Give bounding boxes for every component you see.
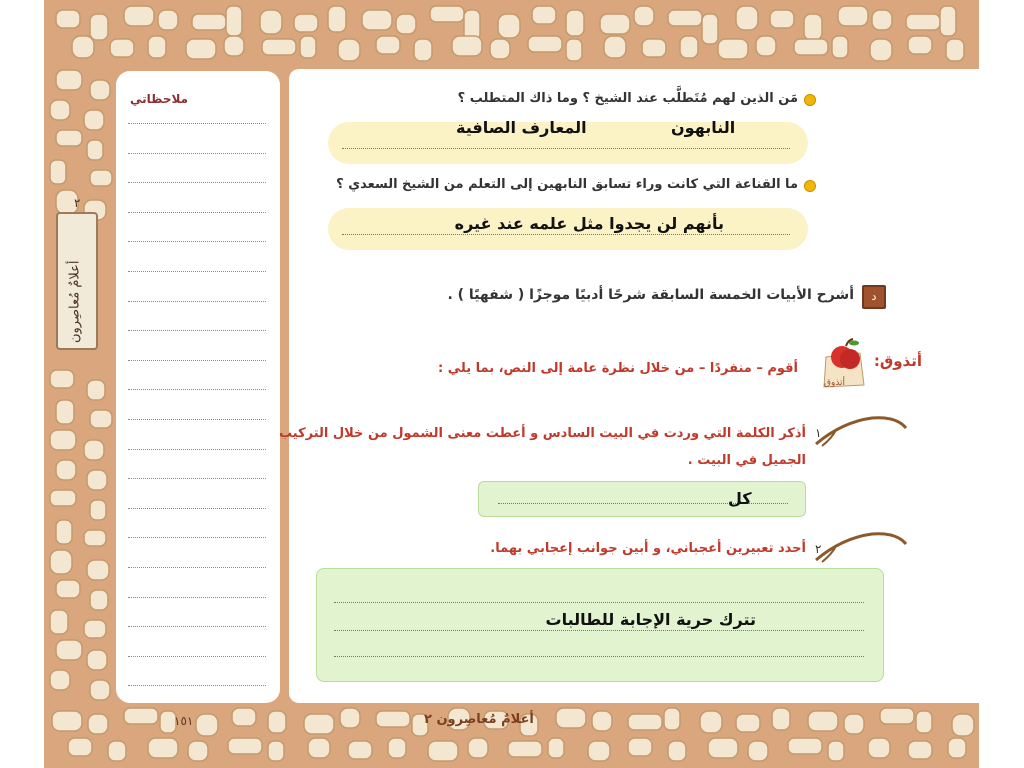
item-1-number: ١ <box>815 426 822 440</box>
stone-decoration <box>508 741 542 757</box>
stone-decoration <box>642 39 666 57</box>
notes-line <box>128 212 266 213</box>
answer-line-4a <box>334 602 864 603</box>
stone-decoration <box>50 160 66 184</box>
stone-decoration <box>196 714 218 736</box>
stone-decoration <box>260 10 282 34</box>
answer-band-3 <box>478 481 806 517</box>
stone-decoration <box>428 741 458 761</box>
stone-decoration <box>872 10 892 30</box>
taste-icon-caption: أتذوق <box>824 378 846 388</box>
stone-decoration <box>84 440 104 460</box>
stone-decoration <box>56 130 82 146</box>
notes-panel <box>116 71 280 703</box>
notes-line <box>128 449 266 450</box>
stone-decoration <box>186 39 216 59</box>
stone-decoration <box>262 39 296 55</box>
stone-decoration <box>566 10 584 36</box>
notes-line <box>128 685 266 686</box>
stone-decoration <box>634 6 654 26</box>
stone-decoration <box>110 39 134 57</box>
stone-decoration <box>772 708 790 730</box>
notes-line <box>128 419 266 420</box>
stone-decoration <box>668 741 686 761</box>
stone-decoration <box>52 711 82 731</box>
stone-decoration <box>388 738 406 758</box>
stone-decoration <box>414 39 432 61</box>
stone-decoration <box>952 714 974 736</box>
stone-decoration <box>108 741 126 761</box>
answer-4[interactable]: تترك حرية الإجابة للطالبات <box>545 610 756 629</box>
item-2-text: أحدد تعبيرين أعجباني، و أبين جوانب إعجابي بهما. <box>490 541 806 556</box>
notes-line <box>128 567 266 568</box>
stone-decoration <box>188 741 208 761</box>
stone-decoration <box>84 620 106 638</box>
item-1-line2: الجميل في البيت . <box>687 453 806 468</box>
stone-decoration <box>304 714 334 734</box>
stone-decoration <box>340 708 360 728</box>
stone-decoration <box>90 410 112 428</box>
stone-decoration <box>376 36 400 54</box>
stone-decoration <box>294 14 318 32</box>
item-1-line1: أذكر الكلمة التي وردت في البيت السادس و أعطت معنى الشمول من خلال التركيب <box>279 426 806 441</box>
stone-decoration <box>870 39 892 61</box>
stone-decoration <box>832 36 848 58</box>
side-tab-title <box>68 261 83 295</box>
answer-line-1 <box>342 148 790 149</box>
notes-line <box>128 271 266 272</box>
stone-decoration <box>430 6 464 22</box>
stone-decoration <box>90 590 108 610</box>
stone-decoration <box>756 36 776 56</box>
stone-decoration <box>868 738 890 758</box>
stone-decoration <box>948 738 966 758</box>
notes-line <box>128 330 266 331</box>
notes-line <box>128 123 266 124</box>
question-3: أشرح الأبيات الخمسة السابقة شرحًا أدبيًا موجزًا ( شفهيًا ) . <box>447 287 854 303</box>
stone-decoration <box>84 110 104 130</box>
stone-decoration <box>468 738 488 758</box>
stone-decoration <box>946 39 964 61</box>
stone-decoration <box>556 708 586 728</box>
taste-instruction: أقوم – منفردًا – من خلال نظرة عامة إلى النص، بما يلي : <box>438 361 798 376</box>
stone-decoration <box>87 140 103 160</box>
stone-decoration <box>348 741 372 759</box>
stone-decoration <box>362 10 392 30</box>
notes-line <box>128 478 266 479</box>
question-2: ما القناعة التي كانت وراء تسابق النابهين إلى التعلم من الشيخ السعدي ؟ <box>336 177 798 192</box>
stone-decoration <box>124 6 154 26</box>
stone-decoration <box>50 490 76 506</box>
stone-decoration <box>736 6 758 30</box>
stone-decoration <box>376 711 410 727</box>
item-2-number: ٢ <box>815 542 822 556</box>
item-1-swirl-icon <box>812 412 910 452</box>
stone-decoration <box>84 530 106 546</box>
stone-decoration <box>228 738 262 754</box>
stone-decoration <box>748 741 768 761</box>
stone-decoration <box>718 39 748 59</box>
stone-decoration <box>148 36 166 58</box>
stone-decoration <box>90 170 112 186</box>
stone-decoration <box>87 650 107 670</box>
stone-decoration <box>50 610 68 634</box>
notes-line <box>128 153 266 154</box>
stone-decoration <box>87 470 107 490</box>
stone-decoration <box>56 10 80 28</box>
stone-decoration <box>56 70 82 90</box>
stone-decoration <box>328 6 346 32</box>
stone-decoration <box>148 738 178 758</box>
stone-decoration <box>224 36 244 56</box>
stone-decoration <box>308 738 330 758</box>
notes-line <box>128 508 266 509</box>
stone-decoration <box>794 39 828 55</box>
notes-line <box>128 597 266 598</box>
stone-decoration <box>532 6 556 24</box>
notes-line <box>128 182 266 183</box>
stone-decoration <box>124 708 158 724</box>
notes-line <box>128 360 266 361</box>
answer-line-2 <box>342 234 790 235</box>
answer-line-4c <box>334 656 864 657</box>
stone-decoration <box>232 708 256 726</box>
answer-2[interactable]: بأنهم لن يجدوا مثل علمه عند غيره <box>454 214 724 233</box>
stone-decoration <box>808 711 838 731</box>
stone-decoration <box>600 14 630 34</box>
stone-decoration <box>588 741 610 761</box>
stone-decoration <box>566 39 582 61</box>
taste-label: أتذوق: <box>873 352 922 370</box>
stone-decoration <box>68 738 92 756</box>
notes-line <box>128 389 266 390</box>
stone-decoration <box>528 36 562 52</box>
stone-decoration <box>90 680 110 700</box>
stone-decoration <box>396 14 416 34</box>
stone-decoration <box>90 14 108 40</box>
stone-decoration <box>592 711 612 731</box>
stone-decoration <box>50 370 74 388</box>
answer-line-4b <box>334 630 864 631</box>
item-2-swirl-icon <box>812 528 910 568</box>
stone-decoration <box>770 10 794 28</box>
stone-decoration <box>50 100 70 120</box>
stone-decoration <box>72 36 94 58</box>
section-badge: د <box>862 285 886 309</box>
stone-decoration <box>668 10 702 26</box>
stone-decoration <box>844 714 864 734</box>
stone-decoration <box>268 711 286 733</box>
stone-decoration <box>788 738 822 754</box>
stone-decoration <box>880 708 914 724</box>
stone-decoration <box>56 460 76 480</box>
stone-decoration <box>736 714 760 732</box>
stone-decoration <box>680 36 698 58</box>
stone-decoration <box>56 580 80 598</box>
stone-decoration <box>628 714 662 730</box>
stone-decoration <box>908 741 932 759</box>
stone-decoration <box>192 14 226 30</box>
stone-decoration <box>88 714 108 734</box>
answer-3[interactable]: كل <box>728 489 752 508</box>
stone-decoration <box>940 6 956 36</box>
stone-decoration <box>628 738 652 756</box>
stone-decoration <box>664 708 680 730</box>
bullet-icon <box>804 180 816 192</box>
stone-decoration <box>268 741 284 761</box>
stone-decoration <box>804 14 822 40</box>
stone-decoration <box>56 400 74 424</box>
stone-decoration <box>452 36 482 56</box>
stone-decoration <box>906 14 940 30</box>
stone-decoration <box>908 36 932 54</box>
notes-line <box>128 241 266 242</box>
stone-decoration <box>828 741 844 761</box>
stone-decoration <box>498 14 520 38</box>
bullet-icon <box>804 94 816 106</box>
answer-1a[interactable]: النابهون <box>671 118 736 137</box>
answer-1b[interactable]: المعارف الصافية <box>456 118 587 137</box>
stone-decoration <box>50 430 76 450</box>
notes-line <box>128 626 266 627</box>
notes-title: ملاحظاتي <box>130 92 189 106</box>
stone-decoration <box>56 640 82 660</box>
stone-decoration <box>490 39 510 59</box>
stone-decoration <box>708 738 738 758</box>
notes-line <box>128 537 266 538</box>
notes-line <box>128 656 266 657</box>
stone-decoration <box>158 10 178 30</box>
stone-decoration <box>87 560 109 580</box>
stone-decoration <box>700 711 722 733</box>
stone-decoration <box>226 6 242 36</box>
stone-decoration <box>56 520 72 544</box>
stone-decoration <box>50 670 70 690</box>
stone-decoration <box>338 39 360 61</box>
stone-decoration <box>702 14 718 44</box>
notes-line <box>128 301 266 302</box>
side-tab-number: ٢ <box>74 196 81 210</box>
footer-title: أعلامٌ مُعاصِرون ٢ <box>424 712 534 727</box>
page-number: ١٥١ <box>174 714 194 728</box>
stone-decoration <box>90 80 110 100</box>
stone-decoration <box>838 6 868 26</box>
stone-decoration <box>916 711 932 733</box>
stone-decoration <box>87 380 105 400</box>
stone-decoration <box>548 738 564 758</box>
stone-decoration <box>50 550 72 574</box>
stone-decoration <box>90 500 106 520</box>
stone-decoration <box>604 36 626 58</box>
stone-decoration <box>300 36 316 58</box>
question-1: مَن الذين لهم مُتَطلَّب عند الشيخ ؟ وما ذاك المتطلب ؟ <box>457 91 798 106</box>
